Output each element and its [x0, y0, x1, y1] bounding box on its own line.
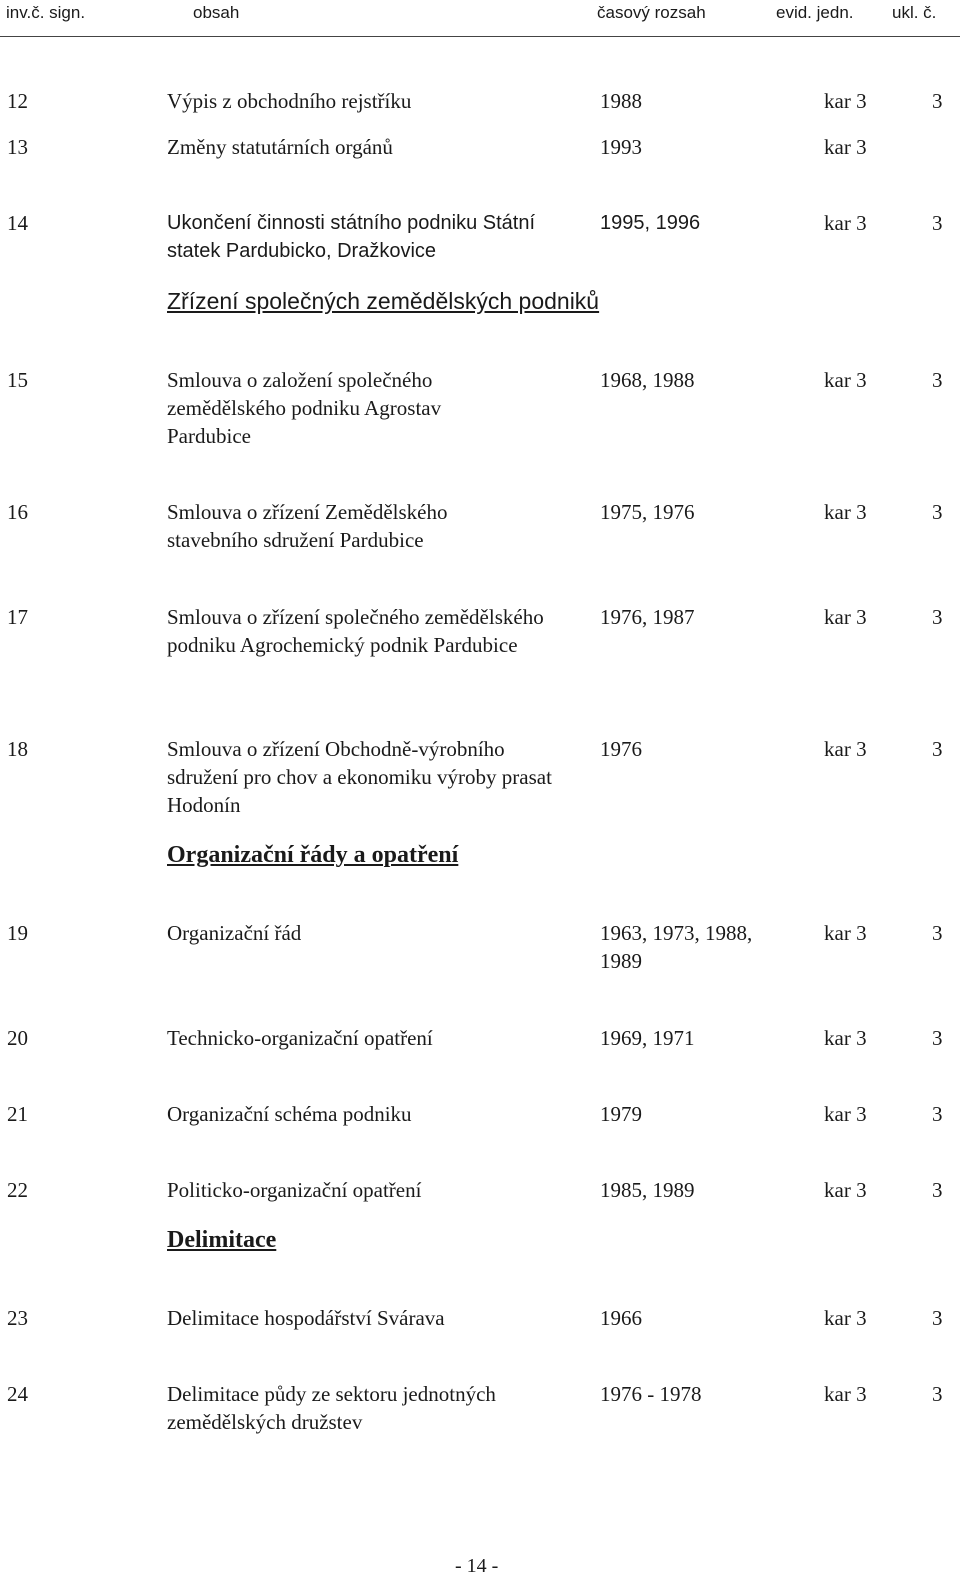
entry-number: 21: [7, 1102, 28, 1126]
entry-evid: kar 3: [824, 921, 867, 945]
entry-years: 1969, 1971: [600, 1026, 695, 1050]
entry-evid: kar 3: [824, 1178, 867, 1202]
entry-years: 1975, 1976: [600, 500, 695, 524]
entry-ukl: 3: [932, 1026, 943, 1050]
entry-years: 1985, 1989: [600, 1178, 695, 1202]
entry-years: 1979: [600, 1102, 642, 1126]
entry-ukl: 3: [932, 605, 943, 629]
entry-title: Technicko-organizační opatření: [167, 1026, 433, 1050]
entry-title: Smlouva o zřízení Obchodně-výrobního sdružení pro chov a ekonomiku výroby prasat Hodonín: [167, 737, 552, 817]
entry-number: 20: [7, 1026, 28, 1050]
entry-ukl: 3: [932, 89, 943, 113]
entry-ukl: 3: [932, 737, 943, 761]
entry-ukl: 3: [932, 368, 943, 392]
entry-evid: kar 3: [824, 1102, 867, 1126]
column-header: [0, 0, 960, 37]
entry-evid: kar 3: [824, 500, 867, 524]
entry-title: Smlouva o zřízení společného zemědělského podniku Agrochemický podnik Pardubice: [167, 605, 544, 657]
entry-number: 22: [7, 1178, 28, 1202]
entry-evid: kar 3: [824, 605, 867, 629]
entry-ukl: 3: [932, 1306, 943, 1330]
entry-title: Delimitace půdy ze sektoru jednotných zemědělských družstev: [167, 1382, 496, 1434]
entry-ukl: 3: [932, 1178, 943, 1202]
entry-evid: kar 3: [824, 1382, 867, 1406]
header-evid-jedn: evid. jedn.: [776, 3, 854, 22]
entry-title: Organizační schéma podniku: [167, 1102, 412, 1126]
entry-title: Organizační řád: [167, 921, 302, 945]
entry-number: 15: [7, 368, 28, 392]
entry-number: 14: [7, 211, 28, 235]
entry-number: 23: [7, 1306, 28, 1330]
page-number: - 14 -: [455, 1555, 499, 1577]
entry-ukl: 3: [932, 211, 943, 235]
section-heading-delimitace: Delimitace: [167, 1227, 277, 1253]
entry-evid: kar 3: [824, 135, 867, 159]
entry-number: 16: [7, 500, 28, 524]
header-obsah: obsah: [193, 3, 240, 22]
entry-ukl: 3: [932, 500, 943, 524]
entry-ukl: 3: [932, 1102, 943, 1126]
entry-title: Politicko-organizační opatření: [167, 1178, 422, 1202]
entry-evid: kar 3: [824, 1306, 867, 1330]
entry-years: 1968, 1988: [600, 368, 695, 392]
entry-number: 17: [7, 605, 28, 629]
entry-evid: kar 3: [824, 1026, 867, 1050]
entry-title: Smlouva o zřízení Zemědělského stavebního sdružení Pardubice: [167, 500, 448, 552]
entry-years: 1966: [600, 1306, 642, 1330]
entry-title: Změny statutárních orgánů: [167, 135, 393, 159]
entry-evid: kar 3: [824, 368, 867, 392]
header-inv-sign: inv.č. sign.: [6, 3, 86, 22]
entry-evid: kar 3: [824, 89, 867, 113]
entry-ukl: 3: [932, 921, 943, 945]
entry-title: Ukončení činnosti státního podniku Státní statek Pardubicko, Dražkovice: [167, 212, 536, 262]
section-heading-organizacni-rady: Organizační řády a opatření: [167, 842, 459, 868]
entry-number: 19: [7, 921, 28, 945]
entry-evid: kar 3: [824, 211, 867, 235]
entry-years: 1976: [600, 737, 642, 761]
entry-evid: kar 3: [824, 737, 867, 761]
entry-title: Delimitace hospodářství Svárava: [167, 1306, 445, 1330]
header-ukl-c: ukl. č.: [892, 3, 937, 22]
entry-years: 1976 - 1978: [600, 1382, 702, 1406]
entry-title: Smlouva o založení společného zemědělského podniku Agrostav Pardubice: [167, 368, 442, 448]
entry-ukl: 3: [932, 1382, 943, 1406]
section-heading-spolecne-podniky: Zřízení společných zemědělských podniků: [167, 288, 600, 314]
entry-number: 12: [7, 89, 28, 113]
entry-years: 1993: [600, 135, 642, 159]
header-casovy-rozsah: časový rozsah: [597, 3, 706, 22]
entry-years: 1963, 1973, 1988, 1989: [600, 921, 753, 973]
entry-number: 13: [7, 135, 28, 159]
entry-years: 1995, 1996: [600, 212, 701, 234]
entry-title: Výpis z obchodního rejstříku: [167, 89, 412, 113]
entry-years: 1976, 1987: [600, 605, 695, 629]
entry-number: 18: [7, 737, 28, 761]
entry-years: 1988: [600, 89, 642, 113]
entry-number: 24: [7, 1382, 28, 1406]
